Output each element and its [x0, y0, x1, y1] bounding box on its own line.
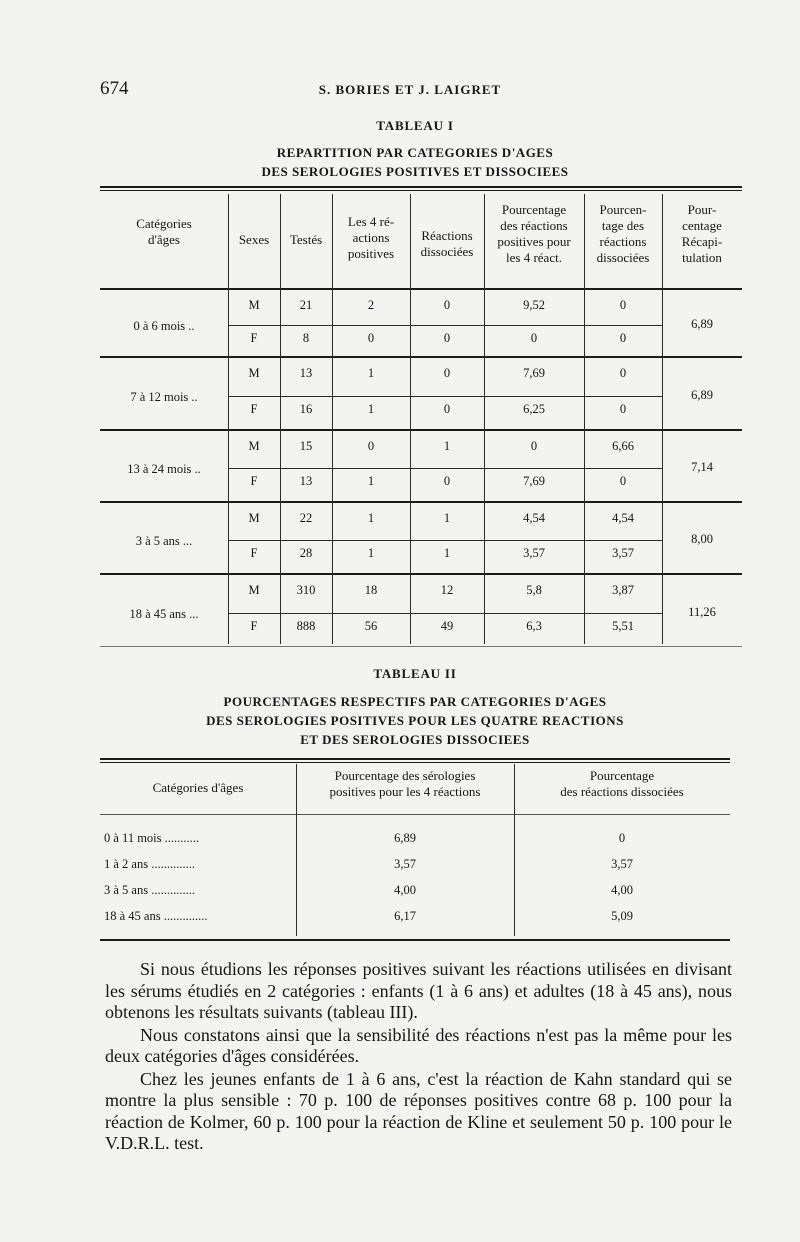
category-label: 18 à 45 ans ...: [129, 606, 199, 621]
cell-dissoc: 0: [443, 474, 451, 488]
row-separator: [228, 468, 662, 469]
cell-dissoc: 0: [443, 331, 451, 345]
cell-pct-pos: 7,69: [523, 366, 545, 380]
cell-sex: M: [248, 439, 260, 453]
recap-value: 6,89: [691, 317, 713, 331]
table-rule: [100, 939, 730, 941]
header-recap: [662, 202, 742, 266]
table-rule: [100, 646, 742, 647]
header-line: Pourcen-: [599, 202, 647, 217]
header-dissociated: [410, 228, 484, 260]
category-label: 0 à 6 mois ..: [133, 319, 195, 333]
header-pct-dissociated: [584, 202, 662, 266]
cell-dissoc: 49: [440, 618, 454, 633]
cell-pos4: 1: [367, 511, 375, 525]
cell-tested: 21: [299, 298, 313, 312]
category-label: 3 à 5 ans ...: [135, 534, 193, 548]
recap-value: 11,26: [688, 604, 716, 619]
header-line: les 4 réact.: [506, 250, 562, 265]
row-separator: [228, 325, 662, 326]
recap-value: 7,14: [691, 460, 713, 474]
cell-pos4: 0: [367, 439, 375, 453]
cell-pct-pos: 6,89: [394, 831, 416, 845]
tableau2-subtitle-line: ET DES SEROLOGIES DISSOCIEES: [300, 732, 530, 747]
cell-pct-pos: 6,25: [523, 401, 545, 416]
cell-pct-pos: 6,3: [526, 618, 542, 633]
header-testes: [280, 232, 332, 248]
cell-pct-dissoc: 0: [619, 474, 627, 488]
cell-pct-dissoc: 0: [619, 298, 627, 312]
cell-pct-pos: 0: [530, 331, 538, 345]
category-label: 13 à 24 mois ..: [127, 462, 201, 476]
header-line: Catégories: [136, 216, 192, 231]
header-line: dissociées: [420, 244, 474, 259]
tableau1-subtitle-line: REPARTITION PAR CATEGORIES D'AGES: [276, 145, 554, 160]
cell-pct-dissoc: 5,51: [612, 618, 634, 633]
header-line: centage: [682, 218, 722, 233]
header-line: Récapi-: [681, 234, 723, 249]
paragraph: Si nous étudions les réponses positives suivant les réactions utilisées en divisant les sérums étudiés en 2 catégories : enfants (1 à 6 ans) et adultes (18 à 45 ans), nous obtenons les résultats suivants (tableau III).: [105, 959, 732, 1022]
cell-sex: F: [250, 331, 258, 345]
tableau1-subtitle-line: DES SEROLOGIES POSITIVES ET DISSOCIEES: [261, 164, 569, 179]
cell-tested: 22: [299, 511, 313, 525]
cell-tested: 28: [299, 546, 313, 560]
tableau2-label: TABLEAU II: [373, 666, 457, 681]
header-line: positives pour les 4 réactions: [329, 784, 481, 799]
page-number: 674: [100, 78, 129, 99]
cell-category: 18 à 45 ans ..............: [104, 909, 208, 923]
tableau2-subtitle-line: DES SEROLOGIES POSITIVES POUR LES QUATRE REACTIONS: [206, 713, 624, 728]
header-line: positives pour: [497, 234, 571, 249]
cell-pct-dissoc: 0: [619, 401, 627, 416]
cell-pos4: 1: [367, 546, 375, 560]
cell-category: 1 à 2 ans ..............: [104, 857, 195, 871]
cell-pct-pos: 4,00: [394, 883, 416, 897]
header-line: des réactions: [500, 218, 568, 233]
cell-pos4: 18: [364, 583, 378, 597]
cell-category: 3 à 5 ans ..............: [104, 883, 195, 897]
cell-pct-dissoc: 3,57: [612, 546, 634, 560]
cell-pct-pos: 9,52: [523, 298, 545, 312]
body-text: [105, 959, 732, 1155]
header-categories: [100, 216, 228, 248]
cell-sex: M: [248, 298, 260, 312]
header-line: réactions: [599, 234, 647, 249]
table-rule: [100, 501, 742, 503]
cell-tested: 888: [296, 618, 316, 633]
cell-pct-dissoc: 0: [618, 831, 626, 845]
header-four-positive: [332, 214, 410, 262]
cell-pct-dissoc: 0: [619, 331, 627, 345]
cell-tested: 8: [302, 331, 310, 345]
cell-category: 0 à 11 mois ...........: [104, 831, 200, 845]
cell-sex: F: [250, 618, 258, 633]
table-rule: [100, 356, 742, 358]
tableau1: [100, 186, 742, 648]
table-rule: [100, 758, 730, 760]
cell-pos4: 1: [367, 474, 375, 488]
tableau2-subtitle-line: POURCENTAGES RESPECTIFS PAR CATEGORIES D'AGES: [223, 694, 607, 709]
header-line: actions: [352, 230, 390, 245]
cell-sex: F: [250, 474, 258, 488]
header-categories: [100, 780, 296, 796]
tableau2-subtitle: [0, 692, 800, 749]
cell-pct-pos: 5,8: [526, 583, 542, 597]
cell-sex: M: [248, 366, 260, 380]
column-line: [410, 194, 411, 644]
row-separator: [228, 540, 662, 541]
header-line: d'âges: [148, 232, 180, 247]
table-rule: [100, 573, 742, 575]
cell-tested: 13: [299, 366, 313, 380]
cell-dissoc: 1: [443, 546, 451, 560]
cell-dissoc: 1: [443, 439, 451, 453]
cell-pct-dissoc: 5,09: [611, 909, 633, 923]
cell-pos4: 56: [364, 618, 378, 633]
header-pct-dissociated: [514, 768, 730, 800]
cell-pct-pos: 0: [530, 439, 538, 453]
category-label: 7 à 12 mois ..: [130, 389, 198, 404]
row-separator: [228, 396, 662, 397]
table-rule: [100, 190, 742, 191]
cell-pct-dissoc: 4,54: [612, 511, 634, 525]
tableau1-label: TABLEAU I: [376, 118, 454, 133]
recap-value: 6,89: [691, 387, 713, 402]
cell-dissoc: 12: [440, 583, 454, 597]
header-pct-positive: [296, 768, 514, 800]
table-rule: [100, 288, 742, 290]
recap-value: 8,00: [691, 532, 713, 546]
header-sexes: [228, 232, 280, 248]
header-line: Réactions: [421, 228, 473, 243]
header-line: tage des: [601, 218, 645, 233]
cell-pct-pos: 3,57: [394, 857, 416, 871]
header-line: des réactions dissociées: [560, 784, 684, 799]
cell-sex: F: [250, 401, 258, 416]
cell-dissoc: 1: [443, 511, 451, 525]
header-line: Pourcentage: [589, 768, 655, 783]
table-rule: [100, 186, 742, 188]
header-line: Testés: [289, 232, 323, 247]
cell-pct-pos: 3,57: [523, 546, 545, 560]
header-line: Les 4 ré-: [347, 214, 395, 229]
cell-pct-pos: 4,54: [523, 511, 545, 525]
cell-pct-dissoc: 4,00: [611, 883, 633, 897]
header-line: tulation: [682, 250, 722, 265]
cell-pct-pos: 7,69: [523, 474, 545, 488]
cell-sex: F: [250, 546, 258, 560]
column-line: [228, 194, 229, 644]
header-line: positives: [347, 246, 395, 261]
table-rule: [100, 814, 730, 815]
paragraph: Nous constatons ainsi que la sensibilité des réactions n'est pas la même pour les deux catégories d'âges considérées.: [105, 1024, 732, 1066]
paragraph: Chez les jeunes enfants de 1 à 6 ans, c'est la réaction de Kahn standard qui se montre la plus sensible : 70 p. 100 de réponses positives contre 68 p. 100 pour la réaction de Kolmer, 60 p. 100 pour la réaction de Kline et seulement 50 p. 100 pour le V.D.R.L. test.: [105, 1068, 732, 1153]
cell-tested: 13: [299, 474, 313, 488]
cell-pos4: 1: [367, 366, 375, 380]
cell-tested: 16: [299, 401, 313, 416]
cell-pct-dissoc: 3,57: [611, 857, 633, 871]
tableau1-subtitle: [0, 143, 800, 181]
header-line: dissociées: [596, 250, 650, 265]
cell-pos4: 0: [367, 331, 375, 345]
tableau2: [100, 758, 730, 944]
cell-dissoc: 0: [443, 366, 451, 380]
header-line: Pourcentage des sérologies: [334, 768, 476, 783]
cell-sex: M: [248, 583, 260, 597]
cell-pct-dissoc: 0: [619, 366, 627, 380]
cell-tested: 310: [296, 583, 316, 597]
header-line: Sexes: [238, 232, 270, 247]
cell-pct-pos: 6,17: [394, 909, 416, 923]
header-line: Pour-: [687, 202, 717, 217]
running-title: S. BORIES ET J. LAIGRET: [318, 82, 502, 97]
header-line: Catégories d'âges: [152, 780, 244, 795]
column-line: [280, 194, 281, 644]
cell-dissoc: 0: [443, 298, 451, 312]
row-separator: [228, 613, 662, 614]
cell-pos4: 2: [367, 298, 375, 312]
cell-pos4: 1: [367, 401, 375, 416]
cell-pct-dissoc: 6,66: [612, 439, 634, 453]
header-line: Pourcentage: [501, 202, 567, 217]
header-pct-positive: [484, 202, 584, 266]
cell-dissoc: 0: [443, 401, 451, 416]
table-rule: [100, 429, 742, 431]
cell-pct-dissoc: 3,87: [612, 583, 634, 597]
cell-sex: M: [248, 511, 260, 525]
table-rule: [100, 762, 730, 763]
cell-tested: 15: [299, 439, 313, 453]
